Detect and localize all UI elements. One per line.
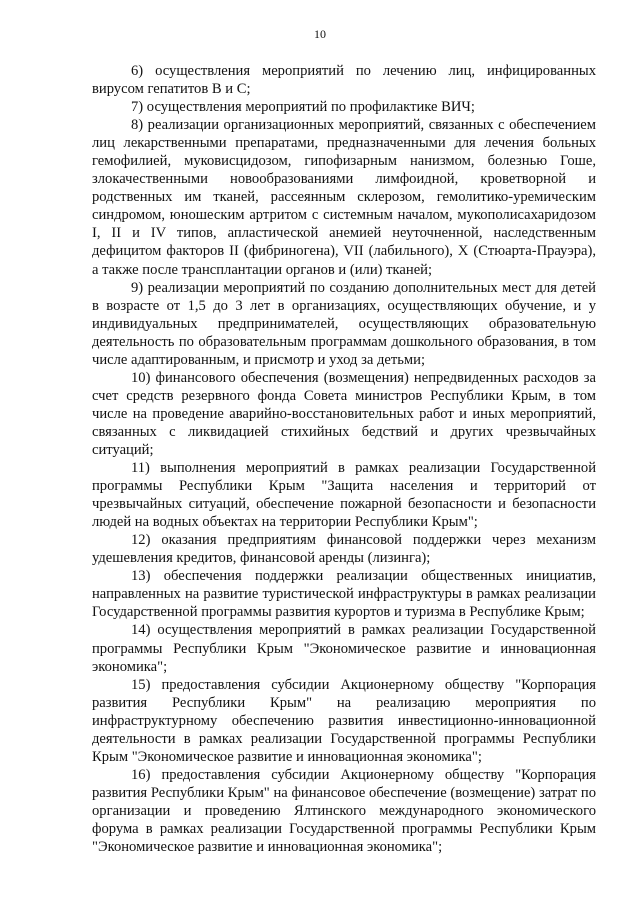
page-number: 10 xyxy=(314,27,326,41)
list-item-12: 12) оказания предприятиям финансовой поддержки через механизм удешевления кредитов, финансовой аренды (лизинга); xyxy=(92,532,596,567)
list-item-10: 10) финансового обеспечения (возмещения) непредвиденных расходов за счет средств резервного фонда Совета министров Республики Крым, в том числе на проведение аварийно-восстановительных работ и иных мероприятий, связанных с ликвидацией стихийных бедствий и других чрезвычайных ситуаций; xyxy=(92,369,596,458)
list-item-8: 8) реализации организационных мероприятий, связанных с обеспечением лиц лекарственными препаратами, предназначенными для лечения больных гемофилией, муковисцидозом, гипофизарным нанизмом, болезнью Гоше, злокачественными новообразованиями лимфоидной, кроветворной и родственных им тканей, рассеянным склерозом, гемолитико-уремическим синдромом, юношеским артритом с системным началом, мукополисахаридозом I, II и IV типов, апластической анемией неуточненной, наследственным дефицитом факторов II (фибриногена), VII (лабильного), X (Стюарта-Прауэра), а также после трансплантации органов и (или) тканей; xyxy=(92,117,596,278)
list-item-14: 14) осуществления мероприятий в рамках реализации Государственной программы Республики Крым "Экономическое развитие и инновационная экономика"; xyxy=(92,622,596,675)
list-item-7: 7) осуществления мероприятий по профилактике ВИЧ; xyxy=(131,99,475,116)
list-item-15: 15) предоставления субсидии Акционерному обществу "Корпорация развития Республики Крым" на реализацию мероприятия по инфраструктурному обеспечению развития инвестиционно-инновационной деятельности в рамках реализации Государственной программы Республики Крым "Экономическое развитие и инновационная экономика"; xyxy=(92,676,596,765)
list-item-9: 9) реализации мероприятий по созданию дополнительных мест для детей в возрасте от 1,5 до 3 лет в организациях, осуществляющих обучение, и у индивидуальных предпринимателей, осуществляющих образовательную деятельность по образовательным программам дошкольного образования, в том числе адаптированным, и присмотр и уход за детьми; xyxy=(92,279,596,368)
list-item-11: 11) выполнения мероприятий в рамках реализации Государственной программы Республики Крым "Защита населения и территорий от чрезвычайных ситуаций, обеспечение пожарной безопасности и безопасности людей на водных объектах на территории Республики Крым"; xyxy=(92,460,596,531)
list-item-6: 6) осуществления мероприятий по лечению лиц, инфицированных вирусом гепатитов В и С; xyxy=(92,63,596,98)
document-body xyxy=(92,62,596,856)
list-item-13: 13) обеспечения поддержки реализации общественных инициатив, направленных на развитие туристической инфраструктуры в рамках реализации Государственной программы развития курортов и туризма в Республике Крым; xyxy=(92,568,596,621)
list-item-16: 16) предоставления субсидии Акционерному обществу "Корпорация развития Республики Крым" на финансовое обеспечение (возмещение) затрат по организации и проведению Ялтинского международного экономического форума в рамках реализации Государственной программы Республики Крым "Экономическое развитие и инновационная экономика"; xyxy=(92,766,596,856)
